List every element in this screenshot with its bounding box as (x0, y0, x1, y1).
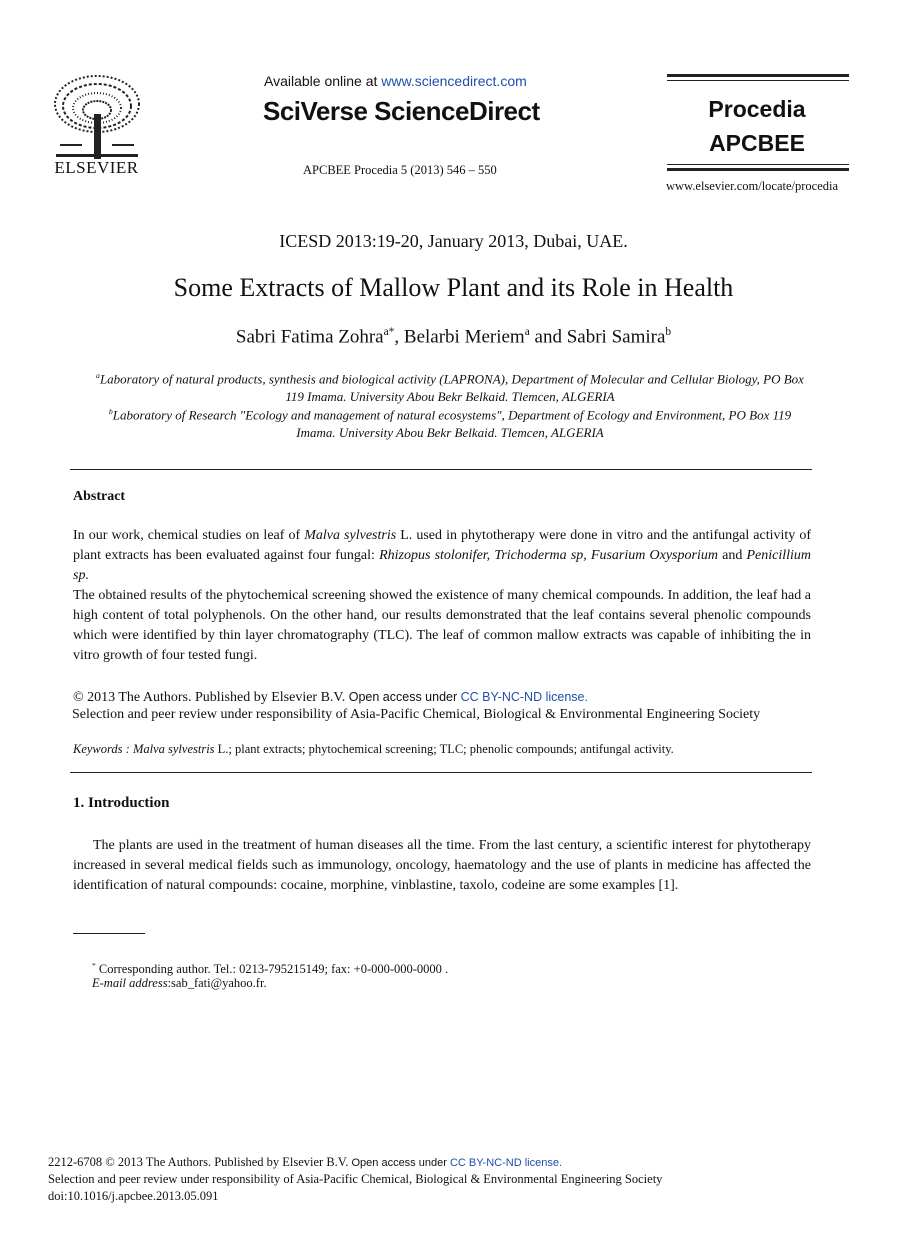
fungi-names: Penicillium sp. (73, 548, 812, 583)
author-separator: and (529, 326, 567, 348)
divider (70, 469, 812, 470)
email-address[interactable]: :sab_fati@yahoo.fr. (167, 976, 267, 990)
journal-name-line2: APCBEE (709, 130, 805, 156)
abstract-text: In our work, chemical studies on leaf of (73, 528, 305, 543)
species-name: Malva sylvestris (304, 528, 397, 543)
conference-line: ICESD 2013:19-20, January 2013, Dubai, UAE. (279, 231, 628, 251)
fungi-names: Rhizopus stolonifer, Trichoderma sp, Fusarium Oxysporium (379, 548, 718, 563)
affiliation-line: Laboratory of Research "Ecology and management of natural ecosystems", Department of Ecology and Environment, PO Box 119 (112, 407, 792, 423)
affiliation-line: Laboratory of natural products, synthesis and biological activity (LAPRONA), Department of Molecular and Cellular Biology, PO Box (99, 371, 804, 387)
copyright-text: © 2013 The Authors. Published by Elsevier B.V. (73, 690, 349, 705)
journal-url[interactable]: www.elsevier.com/locate/procedia (666, 179, 839, 193)
journal-name (667, 92, 847, 160)
paper-title: Some Extracts of Mallow Plant and its Role in Health (173, 273, 734, 302)
affiliation-sup: a (96, 371, 100, 380)
abstract-paragraph-1 (73, 526, 811, 586)
intro-paragraph: The plants are used in the treatment of human diseases all the time. From the last century, a scientific interest for phytotherapy increased in several medical fields such as immunology, oncology, haematology and the use of plants in medicine has affected the identification of natural compounds: cocaine, morphine, vinblastine, taxolo, codeine are some examples [1]. (73, 838, 811, 893)
license-link[interactable]: CC BY-NC-ND license. (449, 1157, 562, 1169)
platform-name: SciVerse ScienceDirect (263, 96, 540, 126)
journal-box-rule-bottom (667, 168, 849, 171)
abstract-text: and (717, 548, 747, 563)
footnote-rule (73, 933, 145, 934)
keywords-line (73, 740, 674, 758)
footer-doi[interactable]: doi:10.1016/j.apcbee.2013.05.091 (48, 1189, 219, 1203)
footer-peer-review: Selection and peer review under responsibility of Asia-Pacific Chemical, Biological & Environmental Engineering Society (48, 1172, 663, 1186)
elsevier-logo (50, 74, 145, 178)
affiliation-a (70, 367, 830, 406)
corresponding-text: Corresponding author. Tel.: 0213-795215149; fax: +0-000-000-0000 . (95, 962, 449, 977)
available-online (264, 73, 527, 89)
copyright-line (73, 688, 588, 707)
footnote-mark: * (92, 961, 96, 970)
affiliation-sup: b (108, 407, 113, 416)
divider (70, 772, 812, 773)
available-prefix: Available online at (264, 73, 382, 89)
affiliation-line: Imama. University Abou Bekr Belkaid. Tlemcen, ALGERIA (296, 425, 604, 441)
author-list (0, 326, 907, 348)
author-name: Sabri Samira (566, 326, 666, 348)
section-heading: 1. Introduction (73, 795, 170, 811)
abstract-paragraph-2: The obtained results of the phytochemical screening showed the existence of many chemical compounds. In addition, the leaf had a high content of total polyphenols. On the other hand, our results demonstrated that the leaf contains several phenolic compounds which were identified by thin layer chromatography (TLC). The leaf of common mallow extracts was capable of inhibiting the in vitro growth of four tested fungi. (73, 588, 811, 663)
journal-box-rule-bottom-thin (667, 164, 849, 165)
journal-box-rule-top (667, 74, 849, 77)
abstract-text: L. used in phytotherapy were done in vitro and the antifungal activity of plant extracts has been evaluated against four fungal: (73, 528, 812, 563)
sciencedirect-link[interactable]: www.sciencedirect.com (381, 73, 527, 89)
footer-issn-line (48, 1154, 562, 1171)
license-link[interactable]: CC BY-NC-ND license. (460, 690, 588, 704)
author-name: Belarbi Meriem (403, 326, 525, 348)
author-sup: a* (383, 326, 395, 338)
peer-review-line: Selection and peer review under responsibility of Asia-Pacific Chemical, Biological & Environmental Engineering Society (72, 707, 761, 722)
open-access-text: Open access under (351, 1157, 450, 1169)
affiliation-b (70, 403, 830, 442)
abstract-heading: Abstract (73, 489, 126, 504)
author-separator: , (394, 326, 404, 348)
elsevier-wordmark: ELSEVIER (54, 158, 139, 177)
footer-text: 2212-6708 © 2013 The Authors. Published by Elsevier B.V. (48, 1155, 352, 1169)
keywords-text: L.; plant extracts; phytochemical screening; TLC; phenolic compounds; antifungal activity. (214, 742, 674, 756)
journal-reference: APCBEE Procedia 5 (2013) 546 – 550 (303, 163, 497, 177)
author-sup: a (524, 326, 530, 338)
open-access-text: Open access under (348, 690, 461, 704)
journal-box-rule-top-thin (667, 80, 849, 81)
journal-name-line1: Procedia (708, 96, 806, 122)
email-line (92, 975, 267, 991)
author-name: Sabri Fatima Zohra (235, 326, 384, 348)
author-sup: b (665, 326, 672, 338)
email-label: E-mail address (92, 976, 168, 990)
keywords-label: Keywords : Malva sylvestris (73, 742, 215, 756)
affiliation-line: 119 Imama. University Abou Bekr Belkaid. Tlemcen, ALGERIA (285, 389, 615, 405)
